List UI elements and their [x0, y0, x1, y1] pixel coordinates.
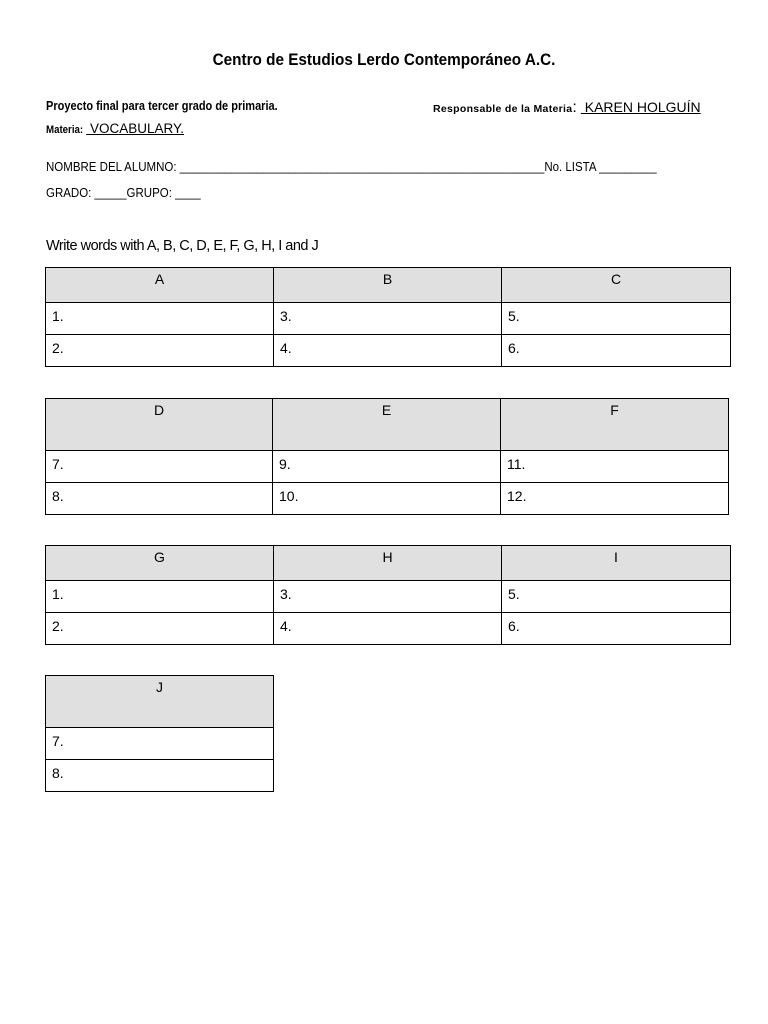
- letter-table-abc: [45, 267, 731, 367]
- answer-cell[interactable]: 8.: [46, 483, 273, 515]
- answer-cell[interactable]: 1.: [46, 581, 274, 613]
- answer-cell[interactable]: 2.: [46, 335, 274, 367]
- answer-cell[interactable]: 6.: [502, 613, 731, 645]
- answer-cell[interactable]: 6.: [502, 335, 731, 367]
- column-header: D: [46, 399, 273, 451]
- answer-cell[interactable]: 7.: [46, 451, 273, 483]
- school-title: Centro de Estudios Lerdo Contemporáneo A.C.: [212, 50, 556, 69]
- answer-cell[interactable]: 8.: [46, 760, 274, 792]
- column-header: A: [46, 268, 274, 303]
- teacher-label: Responsable de la Materia: [433, 103, 573, 115]
- grade-group-line: GRADO: _____GRUPO: ____: [46, 186, 201, 200]
- answer-cell[interactable]: 12.: [501, 483, 729, 515]
- column-header: B: [274, 268, 502, 303]
- answer-cell[interactable]: 3.: [274, 581, 502, 613]
- teacher-label-colon: :: [572, 99, 577, 116]
- answer-cell[interactable]: 5.: [502, 303, 731, 335]
- answer-cell[interactable]: 9.: [273, 451, 501, 483]
- instructions: Write words with A, B, C, D, E, F, G, H, I and J: [46, 238, 319, 254]
- teacher-line: [433, 99, 701, 117]
- letter-table-def: [45, 398, 729, 515]
- student-name-line: NOMBRE DEL ALUMNO: _________________________________________________________No. LISTA _________: [46, 160, 657, 174]
- subject-label: Materia:: [46, 124, 84, 136]
- letter-table-j: [45, 675, 274, 792]
- column-header: E: [273, 399, 501, 451]
- subject-line: [46, 120, 184, 138]
- answer-cell[interactable]: 4.: [274, 613, 502, 645]
- column-header: G: [46, 546, 274, 581]
- column-header: C: [502, 268, 731, 303]
- column-header: J: [46, 676, 274, 728]
- column-header: I: [502, 546, 731, 581]
- answer-cell[interactable]: 10.: [273, 483, 501, 515]
- letter-table-ghi: [45, 545, 731, 645]
- project-description: Proyecto final para tercer grado de primaria.: [46, 99, 278, 113]
- answer-cell[interactable]: 11.: [501, 451, 729, 483]
- column-header: F: [501, 399, 729, 451]
- subject-value: VOCABULARY.: [86, 121, 184, 136]
- answer-cell[interactable]: 2.: [46, 613, 274, 645]
- answer-cell[interactable]: 1.: [46, 303, 274, 335]
- answer-cell[interactable]: 4.: [274, 335, 502, 367]
- answer-cell[interactable]: 5.: [502, 581, 731, 613]
- teacher-name: KAREN HOLGUÍN: [580, 99, 701, 115]
- answer-cell[interactable]: 7.: [46, 728, 274, 760]
- column-header: H: [274, 546, 502, 581]
- answer-cell[interactable]: 3.: [274, 303, 502, 335]
